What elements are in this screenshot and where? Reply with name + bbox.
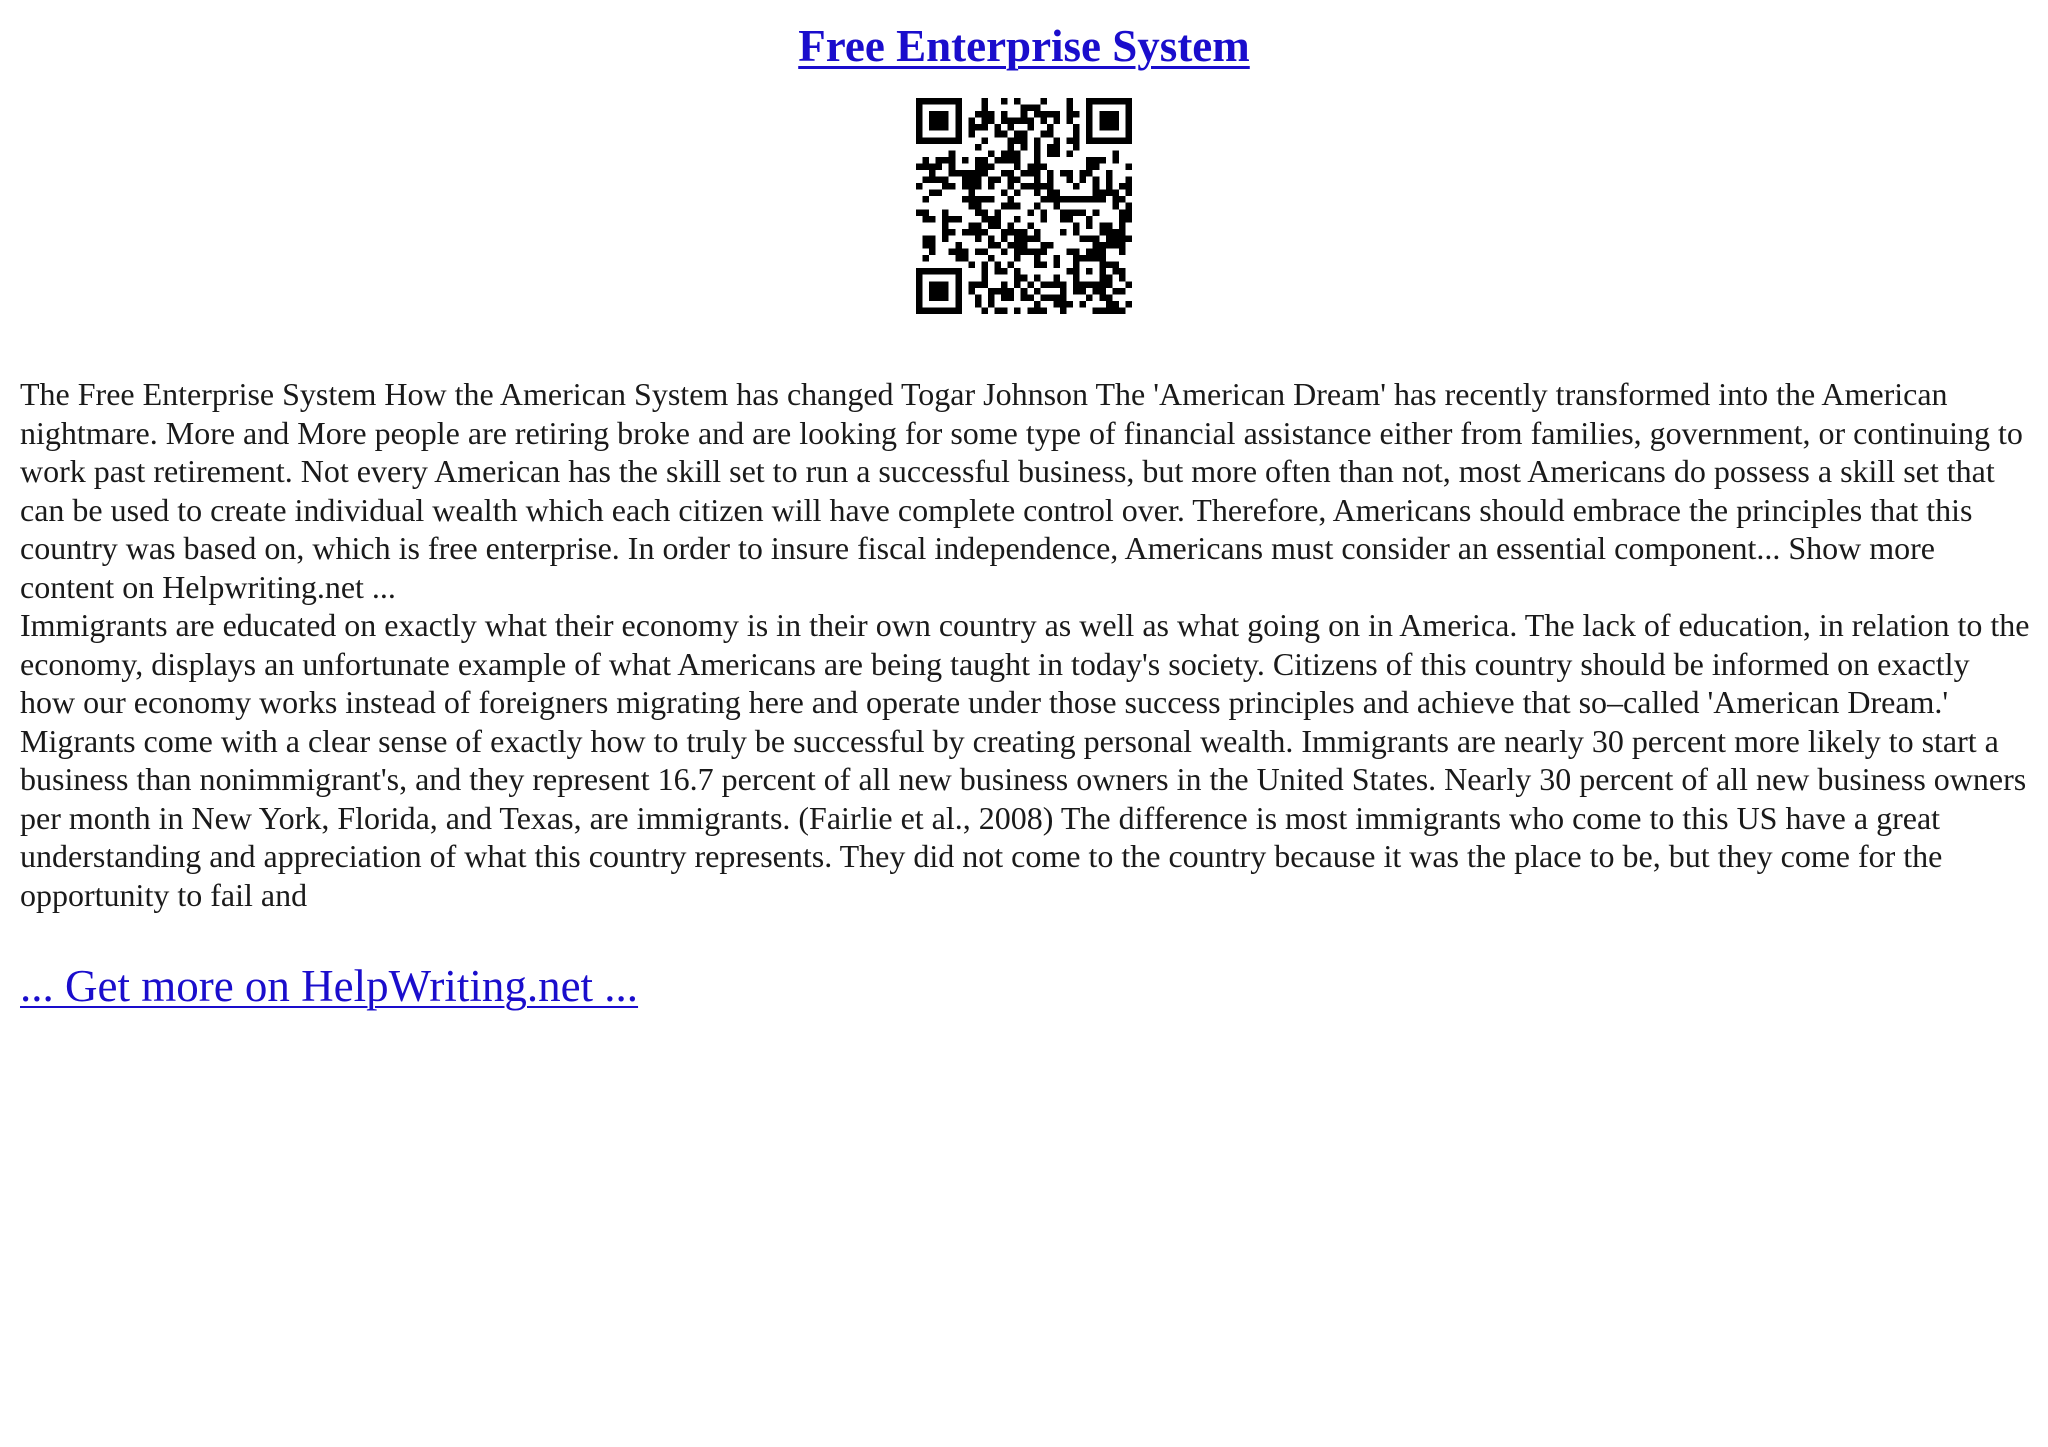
get-more-link-container <box>20 958 638 1014</box>
article-body <box>20 375 2030 914</box>
get-more-link[interactable]: ... Get more on HelpWriting.net ... <box>20 961 639 1011</box>
paragraph-intro: The Free Enterprise System How the American System has changed Togar Johnson The 'American Dream' has recently transformed into the American nightmare. More and More people are retiring broke and are looking for some type of financial assistance either from families, government, or continuing to work past retirement. Not every American has the skill set to run a successful business, but more often than not, most Americans do possess a skill set that can be used to create individual wealth which each citizen will have complete control over. Therefore, Americans should embrace the principles that this country was based on, which is free enterprise. In order to insure fiscal independence, Americans must consider an essential component... Show more content on Helpwriting.net ... <box>20 376 2023 605</box>
title-link[interactable]: Free Enterprise System <box>798 21 1250 71</box>
paragraph-immigrants: Immigrants are educated on exactly what their economy is in their own country as well as what going on in America. The lack of education, in relation to the economy, displays an unfortunate example of what Americans are being taught in today's society. Citizens of this country should be informed on exactly how our economy works instead of foreigners migrating here and operate under those success principles and achieve that so–called 'American Dream.' Migrants come with a clear sense of exactly how to truly be successful by creating personal wealth. Immigrants are nearly 30 percent more likely to start a business than nonimmigrant's, and they represent 16.7 percent of all new business owners in the United States. Nearly 30 percent of all new business owners per month in New York, Florida, and Texas, are immigrants. (Fairlie et al., 2008) The difference is most immigrants who come to this US have a great understanding and appreciation of what this country represents. They did not come to the country because it was the place to be, but they come for the opportunity to fail and <box>20 607 2030 913</box>
qr-code-icon <box>916 98 1132 314</box>
page-title <box>0 18 2048 74</box>
